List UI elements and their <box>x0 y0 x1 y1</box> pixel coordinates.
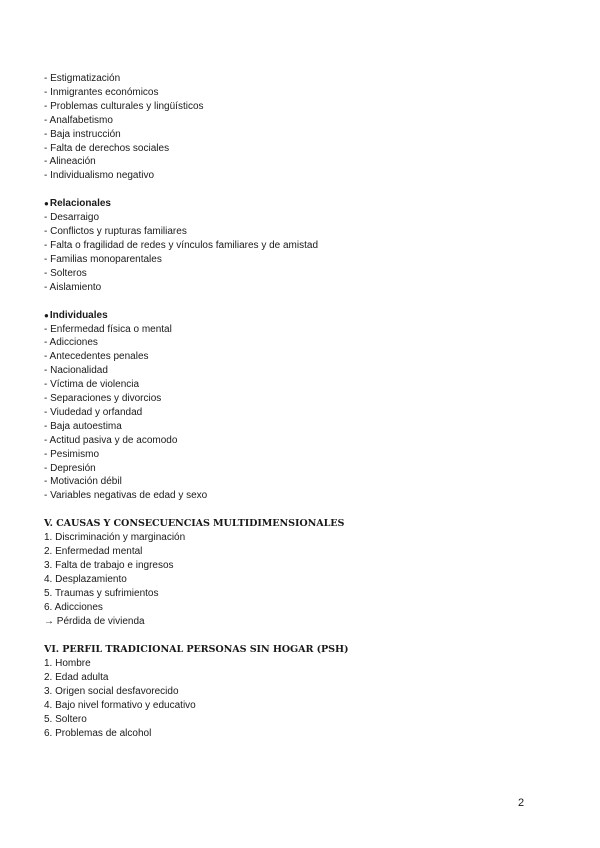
list-item: 2. Edad adulta <box>44 672 109 684</box>
list-item: - Inmigrantes económicos <box>44 86 159 98</box>
list-item: - Estigmatización <box>44 73 121 84</box>
list-item: → Pérdida de vivienda <box>44 616 145 628</box>
list-item: 3. Origen social desfavorecido <box>44 686 179 698</box>
list-item: - Motivación débil <box>44 476 122 488</box>
group-heading <box>44 197 564 211</box>
list-item: - Analfabetismo <box>44 114 113 126</box>
list-item: 5. Soltero <box>44 714 87 726</box>
list-item: - Alineación <box>44 156 96 168</box>
list-item: - Víctima de violencia <box>44 379 140 391</box>
list-item: - Viudedad y orfandad <box>44 406 143 418</box>
list-item: - Falta de derechos sociales <box>44 142 170 154</box>
list-item: - Actitud pasiva y de acomodo <box>44 434 178 446</box>
list-item: 5. Traumas y sufrimientos <box>44 588 159 600</box>
section-vi <box>44 643 564 741</box>
list-item: - Baja instrucción <box>44 128 121 140</box>
list-item: - Familias monoparentales <box>44 253 162 265</box>
list-item: 2. Enfermedad mental <box>44 546 143 558</box>
list-item: 4. Bajo nivel formativo y educativo <box>44 700 196 712</box>
group-heading-label: Relacionales <box>49 198 111 210</box>
list-item: 6. Problemas de alcohol <box>44 728 152 740</box>
list-item: 6. Adicciones <box>44 602 103 614</box>
relacionales-group <box>44 197 564 294</box>
list-item: - Individualismo negativo <box>44 170 155 182</box>
group-heading <box>44 309 564 323</box>
list-item: - Aislamiento <box>44 281 102 293</box>
list-item: 1. Discriminación y marginación <box>44 532 186 544</box>
list-item: - Pesimismo <box>44 448 100 460</box>
bullet-icon: ● <box>44 310 49 320</box>
individuales-group <box>44 309 564 504</box>
list-item: - Separaciones y divorcios <box>44 393 162 405</box>
list-item: - Problemas culturales y lingüísticos <box>44 100 204 112</box>
group-heading-label: Individuales <box>49 309 108 321</box>
list-item: - Enfermedad física o mental <box>44 323 172 335</box>
list-item: - Solteros <box>44 267 87 279</box>
list-item: - Depresión <box>44 462 96 474</box>
list-item: - Falta o fragilidad de redes y vínculos familiares y de amistad <box>44 239 319 251</box>
document-page <box>44 72 564 741</box>
top-list <box>44 72 564 183</box>
list-item: - Nacionalidad <box>44 365 108 377</box>
bullet-icon: ● <box>44 199 49 209</box>
section-heading: V. CAUSAS Y CONSECUENCIAS MULTIDIMENSIONALES <box>44 518 345 530</box>
list-item: 1. Hombre <box>44 658 91 670</box>
list-item: - Antecedentes penales <box>44 351 149 363</box>
list-item: 4. Desplazamiento <box>44 574 127 586</box>
page-number: 2 <box>518 797 525 809</box>
section-v <box>44 517 564 629</box>
list-item: - Conflictos y rupturas familiares <box>44 226 187 238</box>
list-item: - Desarraigo <box>44 212 100 224</box>
list-item: - Variables negativas de edad y sexo <box>44 490 208 502</box>
list-item: - Baja autoestima <box>44 420 122 432</box>
list-item: 3. Falta de trabajo e ingresos <box>44 560 174 572</box>
section-heading: VI. PERFIL TRADICIONAL PERSONAS SIN HOGAR (PSH) <box>44 644 349 656</box>
list-item: - Adicciones <box>44 337 98 349</box>
